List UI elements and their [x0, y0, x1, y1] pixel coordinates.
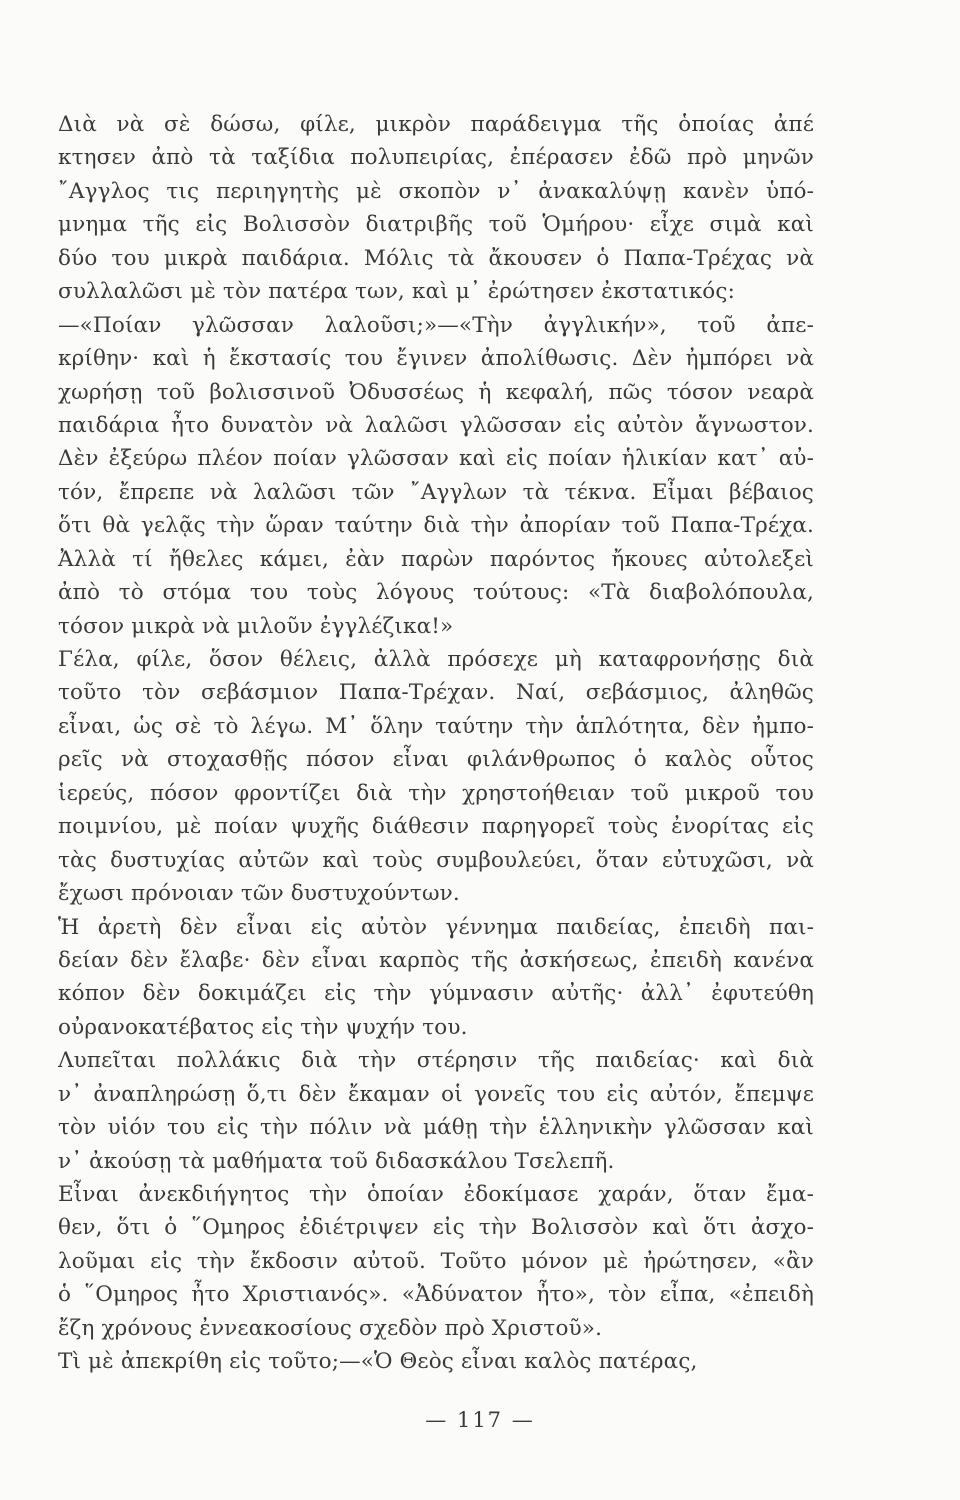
text-line: τόσον μικρὰ νὰ μιλοῦν ἐγγλέζικα!»	[58, 613, 454, 639]
text-line: ν᾿ ἀναπληρώσῃ ὅ,τι δὲν ἔκαμαν οἱ γονεῖς του εἰς αὐτόν, ἔπεμψε	[58, 1081, 814, 1107]
text-line: θεν, ὅτι ὁ ῞Ομηρος ἐδιέτριψεν εἰς τὴν Βολισσὸν καὶ ὅτι ἀσχο-	[58, 1215, 814, 1241]
page-number: — 117 —	[425, 1408, 535, 1432]
text-line: δείαν δὲν ἔλαβε· δὲν εἶναι καρπὸς τῆς ἀσκήσεως, ἐπειδὴ κανένα	[58, 947, 814, 973]
text-line: ρεῖς νὰ στοχασθῇς πόσον εἶναι φιλάνθρωπος ὁ καλὸς οὗτος	[58, 747, 814, 773]
text-line: τόν, ἔπρεπε νὰ λαλῶσι τῶν ῎Αγγλων τὰ τέκνα. Εἶμαι βέβαιος	[58, 479, 814, 505]
text-line: Τὶ μὲ ἀπεκρίθη εἰς τοῦτο;—«Ὁ Θεὸς εἶναι καλὸς πατέρας,	[58, 1349, 698, 1375]
text-line: Εἶναι ἀνεκδιήγητος τὴν ὁποίαν ἐδοκίμασε χαράν, ὅταν ἔμα-	[58, 1182, 814, 1207]
text-line: τοῦτο τὸν σεβάσμιον Παπα-Τρέχαν. Ναί, σεβάσμιος, ἀληθῶς	[58, 680, 814, 706]
text-line: Δὲν ἐξεύρω πλέον ποίαν γλῶσσαν καὶ εἰς ποίαν ἡλικίαν κατ᾿ αὐ-	[58, 446, 814, 472]
text-line: δύο του μικρὰ παιδάρια. Μόλις τὰ ἄκουσεν ὁ Παπα-Τρέχας νὰ	[58, 245, 814, 271]
text-line: μνημα τῆς εἰς Βολισσὸν διατριβῆς τοῦ Ὁμήρου· εἶχε σιμὰ καὶ	[58, 212, 814, 238]
text-line: ὁ ῞Ομηρος ἦτο Χριστιανός». «Ἀδύνατον ἦτο», τὸν εἶπα, «ἐπειδὴ	[58, 1282, 814, 1308]
text-line: συλλαλῶσι μὲ τὸν πατέρα των, καὶ μ᾿ ἐρώτησεν ἐκστατικός:	[58, 279, 735, 305]
text-line: Ἡ ἀρετὴ δὲν εἶναι εἰς αὐτὸν γέννημα παιδείας, ἐπειδὴ παι-	[58, 914, 814, 940]
text-line: ἱερεύς, πόσον φροντίζει διὰ τὴν χρηστοήθειαν τοῦ μικροῦ του	[58, 780, 814, 806]
text-line: Διὰ νὰ σὲ δώσω, φίλε, μικρὸν παράδειγμα τῆς ὁποίας ἀπέ	[58, 112, 814, 137]
text-line: Λυπεῖται πολλάκις διὰ τὴν στέρησιν τῆς παιδείας· καὶ διὰ	[58, 1048, 814, 1074]
text-line: ἔζη χρόνους ἐννεακοσίους σχεδὸν πρὸ Χριστοῦ».	[58, 1315, 603, 1341]
body-text	[58, 108, 814, 1379]
text-line: ῎Αγγλος τις περιηγητὴς μὲ σκοπὸν ν᾿ ἀνακαλύψῃ κανὲν ὑπό-	[58, 178, 814, 204]
text-line: κρίθην· καὶ ἡ ἔκστασίς του ἔγινεν ἀπολίθωσις. Δὲν ἠμπόρει νὰ	[58, 346, 814, 372]
text-line: κόπον δὲν δοκιμάζει εἰς τὴν γύμνασιν αὐτῆς· ἀλλ᾿ ἐφυτεύθη	[58, 981, 814, 1007]
text-line: ν᾿ ἀκούσῃ τὰ μαθήματα τοῦ διδασκάλου Τσελεπῆ.	[58, 1148, 615, 1174]
text-line: —«Ποίαν γλῶσσαν λαλοῦσι;»—«Τὴν ἀγγλικήν», τοῦ ἀπε-	[58, 312, 814, 338]
text-line: ἔχωσι πρόνοιαν τῶν δυστυχούντων.	[58, 881, 460, 907]
text-line: κτησεν ἀπὸ τὰ ταξίδια πολυπειρίας, ἐπέρασεν ἐδῶ πρὸ μηνῶν	[58, 145, 814, 171]
text-line: Ἀλλὰ τί ἤθελες κάμει, ἐὰν παρὼν παρόντος ἤκουες αὐτολεξεὶ	[58, 546, 814, 572]
text-line: τὰς δυστυχίας αὐτῶν καὶ τοὺς συμβουλεύει, ὅταν εὐτυχῶσι, νὰ	[58, 847, 814, 873]
text-line: λοῦμαι εἰς τὴν ἔκδοσιν αὐτοῦ. Τοῦτο μόνον μὲ ἠρώτησεν, «ἂν	[58, 1248, 814, 1274]
text-line: παιδάρια ἦτο δυνατὸν νὰ λαλῶσι γλῶσσαν εἰς αὐτὸν ἄγνωστον.	[58, 412, 814, 438]
text-line: χωρήσῃ τοῦ βολισσινοῦ Ὀδυσσέως ἡ κεφαλή, πῶς τόσον νεαρὰ	[58, 379, 814, 405]
text-line: ὅτι θὰ γελᾷς τὴν ὥραν ταύτην διὰ τὴν ἀπορίαν τοῦ Παπα-Τρέχα.	[58, 513, 814, 539]
text-line: ποιμνίου, μὲ ποίαν ψυχῆς διάθεσιν παρηγορεῖ τοὺς ἐνορίτας εἰς	[58, 814, 814, 840]
text-line: ἀπὸ τὸ στόμα του τοὺς λόγους τούτους: «Τὰ διαβολόπουλα,	[58, 580, 814, 606]
text-line: Γέλα, φίλε, ὅσον θέλεις, ἀλλὰ πρόσεχε μὴ καταφρονήσῃς διὰ	[58, 647, 814, 672]
text-line: εἶναι, ὡς σὲ τὸ λέγω. Μ᾿ ὅλην ταύτην τὴν ἁπλότητα, δὲν ἠμπο-	[58, 713, 814, 739]
text-line: τὸν υἱόν του εἰς τὴν πόλιν νὰ μάθῃ τὴν ἑλληνικὴν γλῶσσαν καὶ	[58, 1115, 814, 1141]
text-line: οὐρανοκατέβατος εἰς τὴν ψυχήν του.	[58, 1014, 468, 1040]
